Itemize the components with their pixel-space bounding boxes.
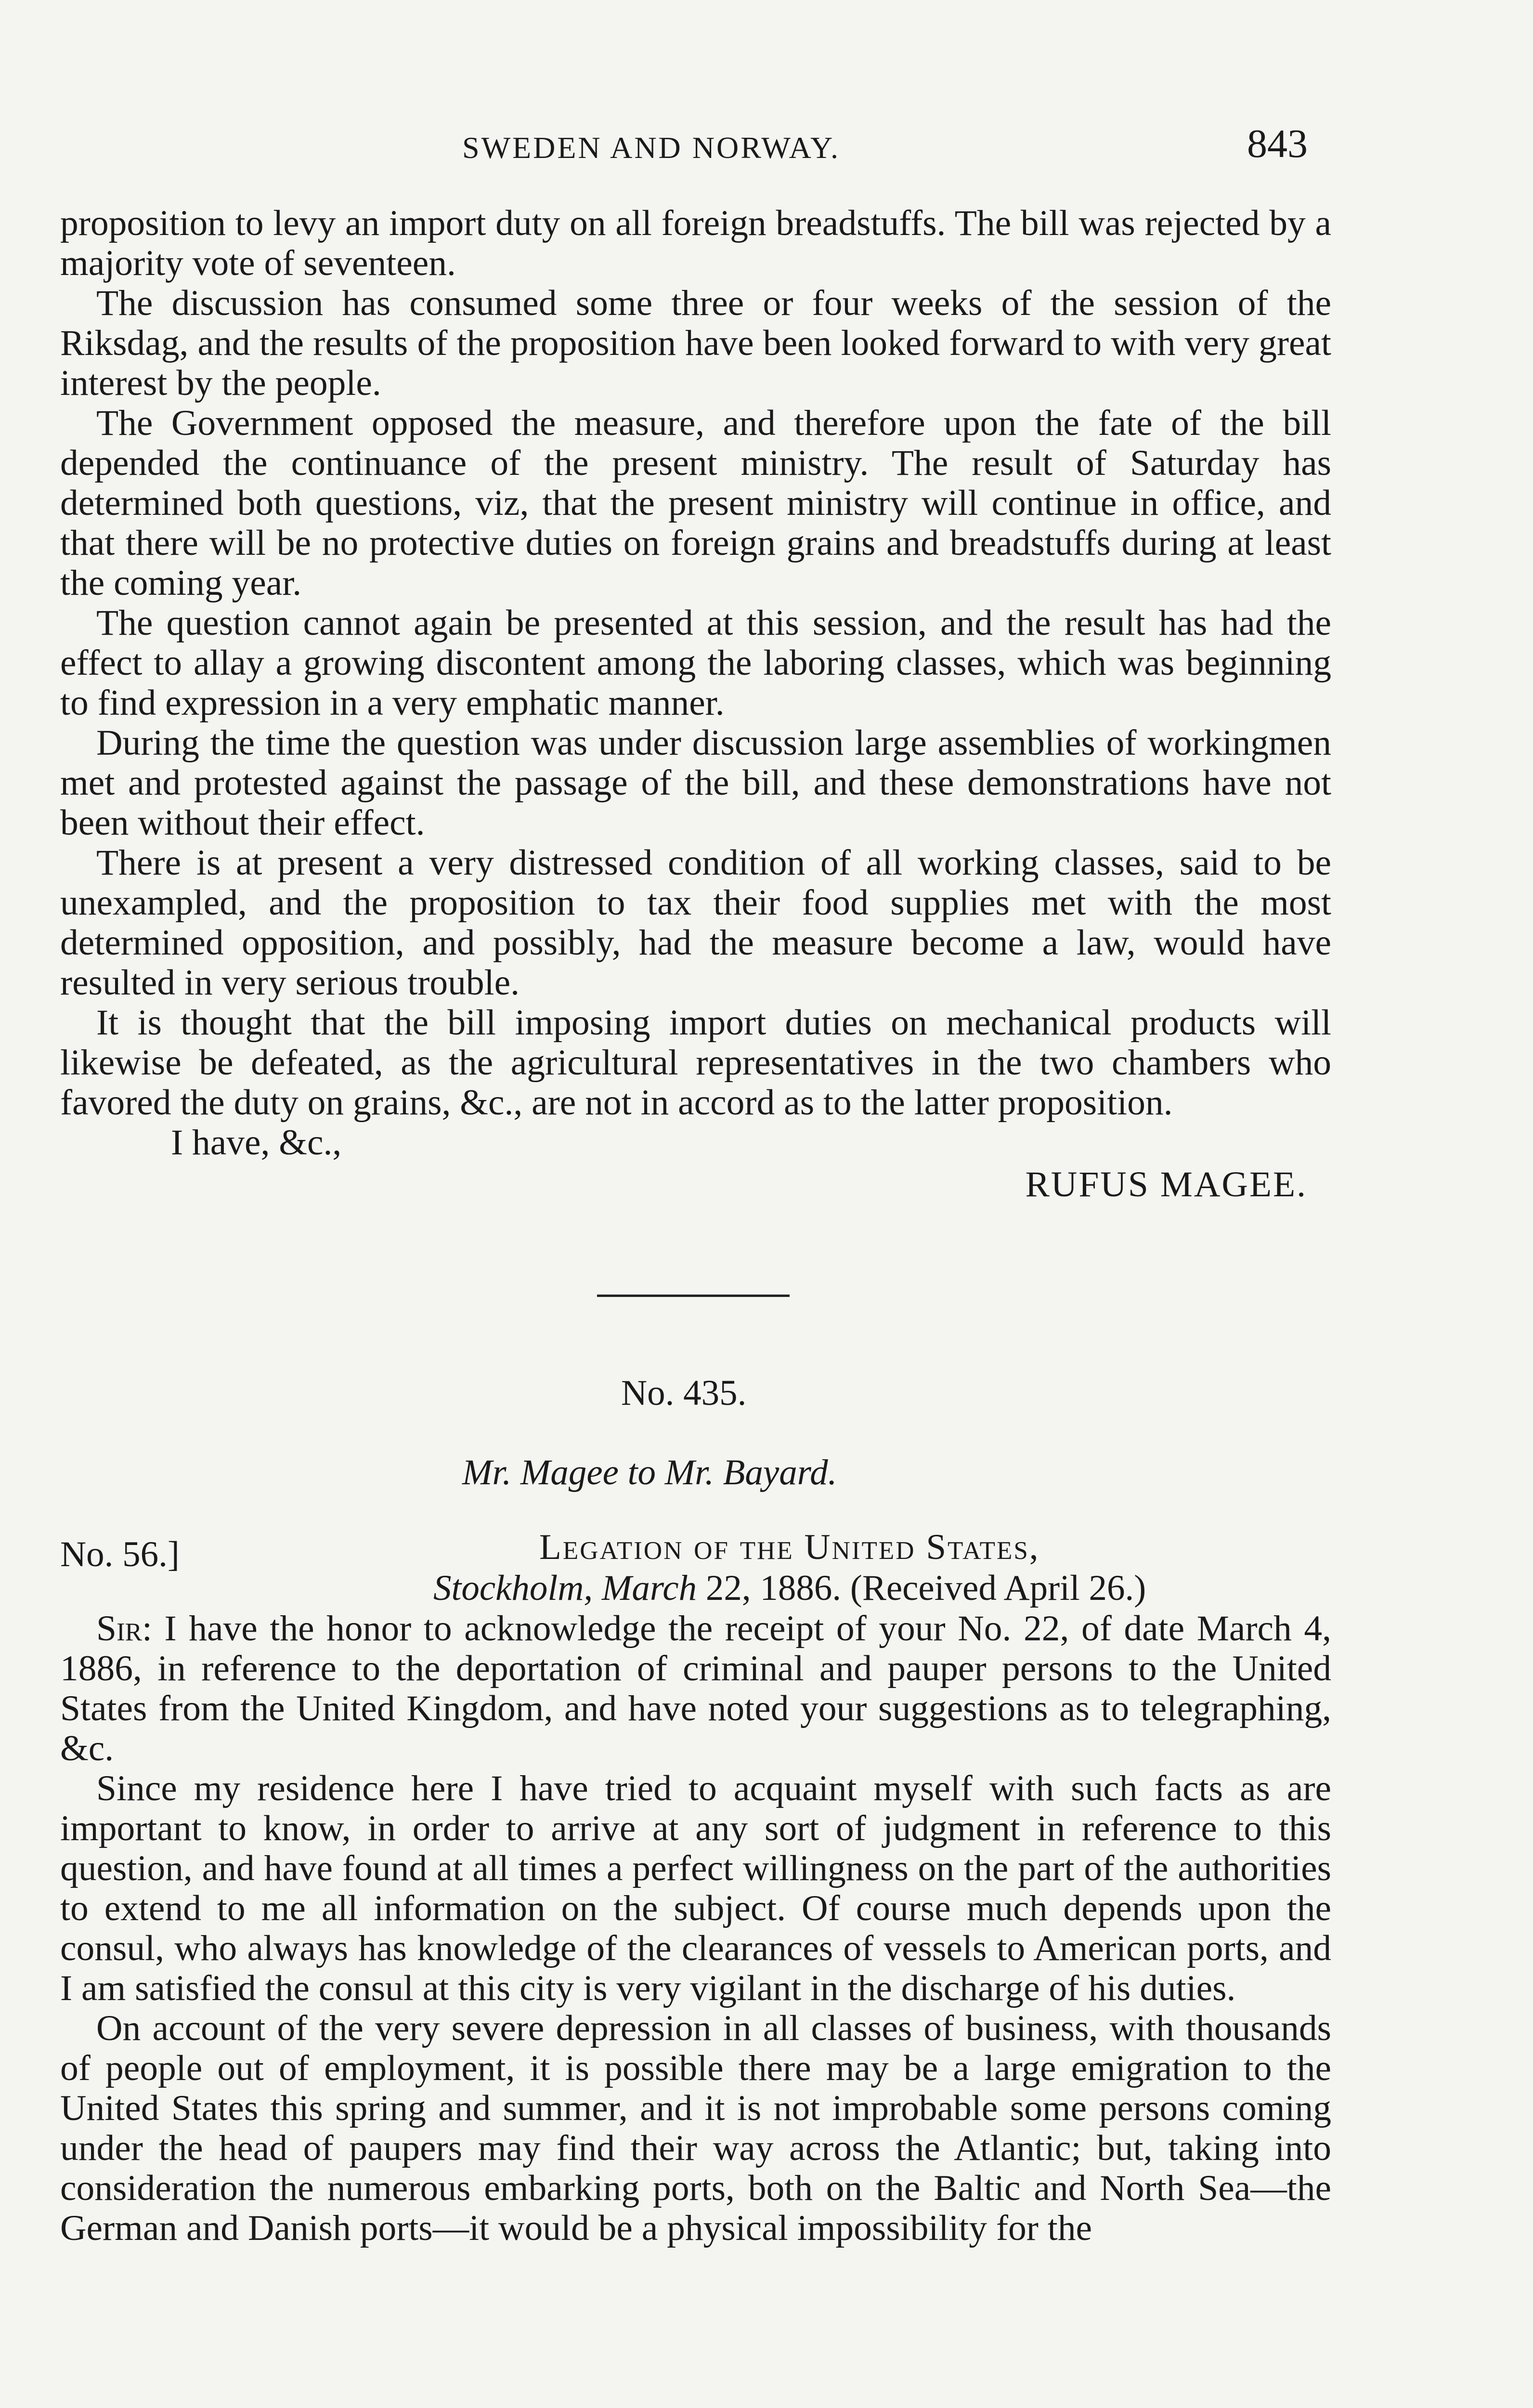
section-divider — [597, 1295, 790, 1297]
dateline-month: March — [601, 1568, 697, 1608]
letter-body-1 — [60, 203, 1331, 1204]
dateline-place: Stockholm, — [433, 1568, 593, 1608]
paragraph: It is thought that the bill imposing import duties on mechanical products will likewise be defeated, as the agricultural representatives in the two chambers who favored the duty on grains, &c., are not in accord as to the latter proposition. — [60, 1003, 1331, 1123]
dateline — [433, 1568, 1146, 1609]
paragraph: There is at present a very distressed condition of all working classes, said to be unexampled, and the proposition to tax their food supplies met with the most determined opposition, and possibly, had the measure become a law, would have resulted in very serious trouble. — [60, 843, 1331, 1003]
paragraph: On account of the very severe depression in all classes of business, with thousands of people out of employment, it is possible there may be a large emigration to the United States this spring and summer, and it is not improbable some persons coming under the head of paupers may find their way across the Atlantic; but, taking into consideration the numerous embarking ports, both on the Baltic and North Sea—the German and Danish ports—it would be a physical impossibility for the — [60, 2008, 1331, 2248]
signature: RUFUS MAGEE. — [1025, 1165, 1307, 1204]
paragraph: The discussion has consumed some three or four weeks of the session of the Riksdag, and the results of the proposition have been looked forward to with very great interest by the people. — [60, 283, 1331, 403]
paragraph: The Government opposed the measure, and therefore upon the fate of the bill depended the continuance of the present ministry. The result of Saturday has determined both questions, viz, that the present ministry will continue in office, and that there will be no protective duties on foreign grains and breadstuffs during at least the coming year. — [60, 403, 1331, 603]
salutation: Sir: — [96, 1609, 152, 1649]
letter-body-2 — [60, 1609, 1331, 2248]
legation-heading: Legation of the United States, — [539, 1527, 1040, 1567]
page-number: 843 — [1247, 121, 1308, 166]
paragraph: Since my residence here I have tried to acquaint myself with such facts as are important to know, in order to arrive at any sort of judgment in reference to this question, and have found at all times a perfect willingness on the part of the authorities to extend to me all information on the subject. Of course much depends upon the consul, who always has knowledge of the clearances of vessels to American ports, and I am satisfied the consul at this city is very vigilant in the discharge of his duties. — [60, 1768, 1331, 2008]
paragraph-text: I have the honor to acknowledge the receipt of your No. 22, of date March 4, 1886, in reference to the deportation of criminal and pauper persons to the United States from the United Kingdom, and have noted your suggestions as to telegraphing, &c. — [60, 1609, 1331, 1768]
paragraph: The question cannot again be presented at this session, and the result has had the effect to allay a growing discontent among the laboring classes, which was beginning to find expression in a very emphatic manner. — [60, 603, 1331, 723]
closing-line: I have, &c., — [171, 1123, 342, 1163]
document-number: No. 435. — [621, 1373, 747, 1413]
paragraph: proposition to levy an import duty on all foreign breadstuffs. The bill was rejected by a majority vote of seventeen. — [60, 203, 1331, 283]
document-title: Mr. Magee to Mr. Bayard. — [462, 1453, 837, 1492]
paragraph: During the time the question was under discussion large assemblies of workingmen met and protested against the passage of the bill, and these demonstrations have not been without their effect. — [60, 723, 1331, 843]
dispatch-number: No. 56.] — [60, 1534, 180, 1574]
running-head: SWEDEN AND NORWAY. — [462, 131, 840, 165]
dateline-day-year: 22, 1886. — [705, 1568, 842, 1608]
received-note: (Received April 26.) — [850, 1568, 1146, 1608]
paragraph — [60, 1609, 1331, 1768]
